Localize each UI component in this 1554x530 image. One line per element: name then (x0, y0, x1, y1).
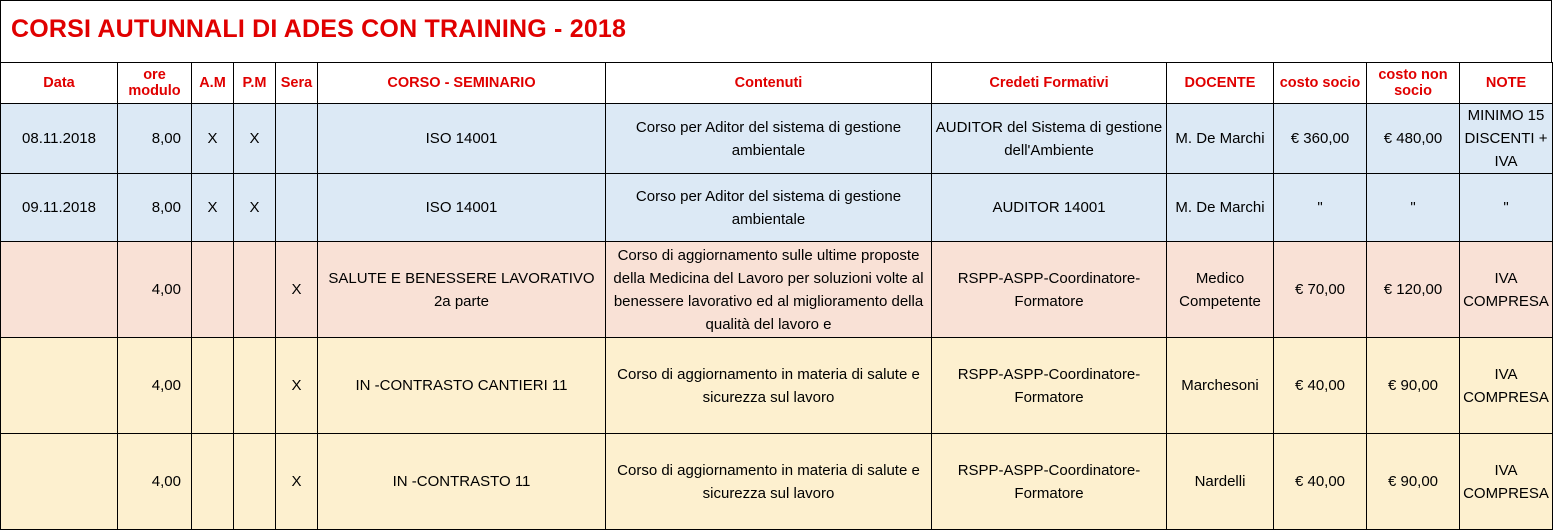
courses-table (0, 62, 1553, 530)
title-cell[interactable] (0, 0, 1552, 62)
cell-docente[interactable]: M. De Marchi (1167, 174, 1274, 242)
cell-crediti[interactable]: RSPP-ASPP-Coordinatore-Formatore (932, 242, 1167, 338)
cell-note[interactable]: MINIMO 15 DISCENTI + IVA (1460, 104, 1553, 174)
cell-corso[interactable]: ISO 14001 (318, 174, 606, 242)
header-note[interactable]: NOTE (1460, 63, 1553, 104)
cell-ore[interactable]: 4,00 (118, 338, 192, 434)
cell-am[interactable]: X (192, 104, 234, 174)
contenuti-text: Corso di aggiornamento sulle ultime proposte della Medicina del Lavoro per soluzioni volte al benessere lavorativo ed al miglioramento della qualità del lavoro e (613, 246, 924, 333)
cell-note[interactable]: IVA COMPRESA (1460, 338, 1553, 434)
cell-costo-non-socio[interactable]: € 120,00 (1367, 242, 1460, 338)
cell-crediti[interactable]: RSPP-ASPP-Coordinatore-Formatore (932, 434, 1167, 530)
cell-ore[interactable]: 8,00 (118, 104, 192, 174)
cell-pm[interactable] (234, 434, 276, 530)
cell-note[interactable]: IVA COMPRESA (1460, 434, 1553, 530)
cell-data[interactable] (1, 338, 118, 434)
cell-contenuti[interactable]: Corso di aggiornamento in materia di salute e sicurezza sul lavoro (606, 434, 932, 530)
cell-sera[interactable] (276, 174, 318, 242)
cell-docente[interactable]: Nardelli (1167, 434, 1274, 530)
cell-corso[interactable]: IN -CONTRASTO 11 (318, 434, 606, 530)
cell-costo-socio[interactable]: € 40,00 (1274, 338, 1367, 434)
header-pm[interactable]: P.M (234, 63, 276, 104)
cell-docente[interactable]: Marchesoni (1167, 338, 1274, 434)
table-row (1, 242, 1553, 338)
cell-contenuti[interactable]: Corso per Aditor del sistema di gestione ambientale (606, 104, 932, 174)
cell-costo-socio[interactable]: " (1274, 174, 1367, 242)
cell-pm[interactable]: X (234, 174, 276, 242)
cell-docente[interactable]: M. De Marchi (1167, 104, 1274, 174)
cell-pm[interactable] (234, 338, 276, 434)
page-title: CORSI AUTUNNALI DI ADES CON TRAINING - 2018 (11, 15, 627, 43)
header-am[interactable]: A.M (192, 63, 234, 104)
header-crediti[interactable]: Credeti Formativi (932, 63, 1167, 104)
cell-costo-non-socio[interactable]: " (1367, 174, 1460, 242)
cell-contenuti[interactable]: Corso di aggiornamento in materia di salute e sicurezza sul lavoro (606, 338, 932, 434)
cell-note[interactable]: " (1460, 174, 1553, 242)
cell-crediti[interactable]: RSPP-ASPP-Coordinatore-Formatore (932, 338, 1167, 434)
cell-pm[interactable] (234, 242, 276, 338)
header-ore-modulo[interactable]: ore modulo (118, 63, 192, 104)
cell-sera[interactable]: X (276, 434, 318, 530)
cell-corso[interactable]: IN -CONTRASTO CANTIERI 11 (318, 338, 606, 434)
header-costo-non-socio[interactable]: costo non socio (1367, 63, 1460, 104)
cell-am[interactable] (192, 338, 234, 434)
cell-sera[interactable]: X (276, 242, 318, 338)
cell-docente[interactable]: Medico Competente (1167, 242, 1274, 338)
cell-corso[interactable]: ISO 14001 (318, 104, 606, 174)
cell-am[interactable]: X (192, 174, 234, 242)
cell-costo-non-socio[interactable]: € 90,00 (1367, 338, 1460, 434)
cell-sera[interactable] (276, 104, 318, 174)
cell-data[interactable]: 09.11.2018 (1, 174, 118, 242)
header-corso[interactable]: CORSO - SEMINARIO (318, 63, 606, 104)
cell-ore[interactable]: 4,00 (118, 242, 192, 338)
header-costo-socio[interactable]: costo socio (1274, 63, 1367, 104)
table-row (1, 434, 1553, 530)
header-row (1, 63, 1553, 104)
cell-corso[interactable]: SALUTE E BENESSERE LAVORATIVO 2a parte (318, 242, 606, 338)
cell-data[interactable] (1, 242, 118, 338)
table-row (1, 338, 1553, 434)
cell-sera[interactable]: X (276, 338, 318, 434)
cell-costo-non-socio[interactable]: € 480,00 (1367, 104, 1460, 174)
cell-costo-socio[interactable]: € 360,00 (1274, 104, 1367, 174)
cell-am[interactable] (192, 242, 234, 338)
cell-am[interactable] (192, 434, 234, 530)
cell-ore[interactable]: 8,00 (118, 174, 192, 242)
header-data[interactable]: Data (1, 63, 118, 104)
cell-crediti[interactable]: AUDITOR del Sistema di gestione dell'Ambiente (932, 104, 1167, 174)
cell-note[interactable]: IVA COMPRESA (1460, 242, 1553, 338)
cell-data[interactable]: 08.11.2018 (1, 104, 118, 174)
cell-data[interactable] (1, 434, 118, 530)
header-sera[interactable]: Sera (276, 63, 318, 104)
table-row (1, 174, 1553, 242)
cell-ore[interactable]: 4,00 (118, 434, 192, 530)
header-docente[interactable]: DOCENTE (1167, 63, 1274, 104)
cell-costo-socio[interactable]: € 40,00 (1274, 434, 1367, 530)
cell-crediti[interactable]: AUDITOR 14001 (932, 174, 1167, 242)
cell-contenuti[interactable]: Corso per Aditor del sistema di gestione ambientale (606, 174, 932, 242)
cell-contenuti[interactable] (606, 242, 932, 338)
cell-costo-non-socio[interactable]: € 90,00 (1367, 434, 1460, 530)
table-row (1, 104, 1553, 174)
header-contenuti[interactable]: Contenuti (606, 63, 932, 104)
cell-pm[interactable]: X (234, 104, 276, 174)
cell-costo-socio[interactable]: € 70,00 (1274, 242, 1367, 338)
